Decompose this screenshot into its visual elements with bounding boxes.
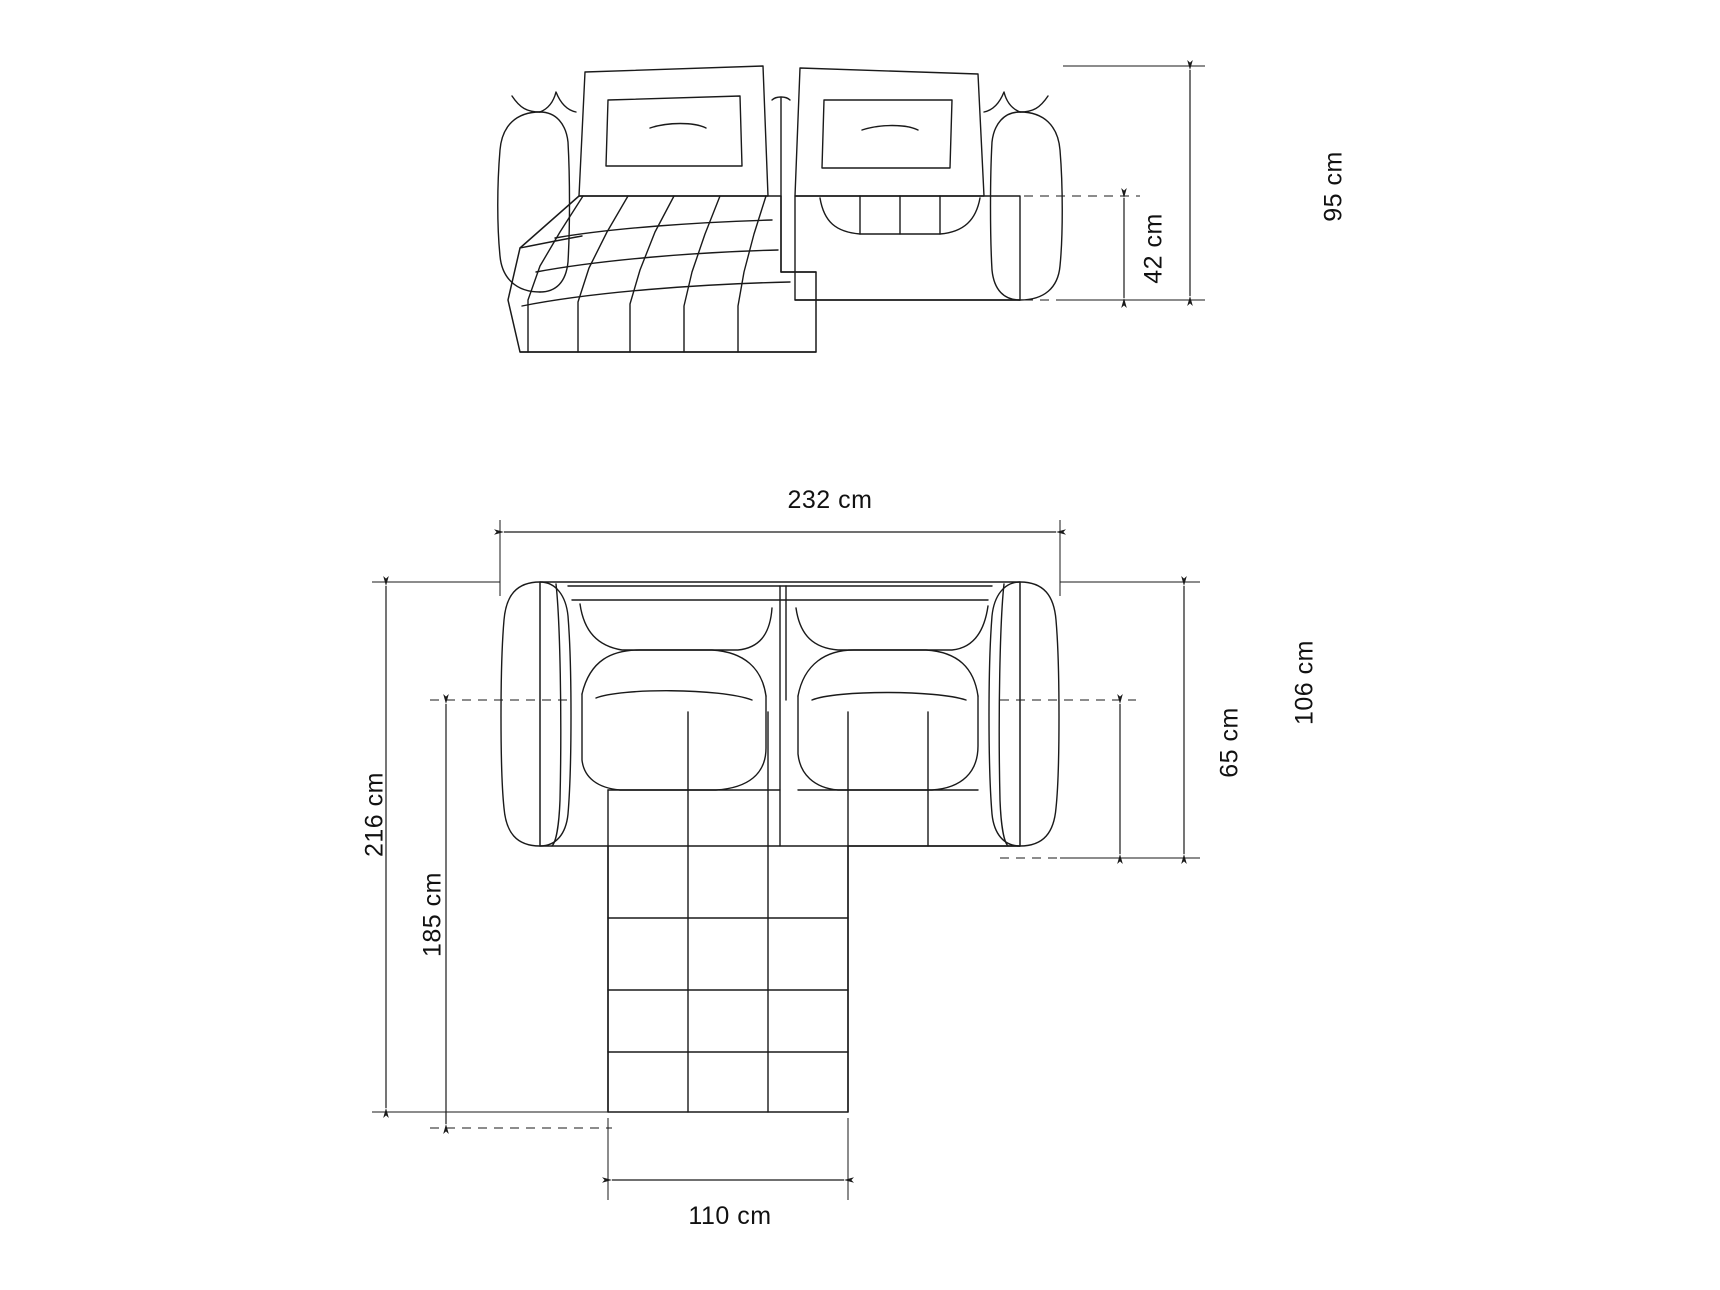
left-arm-outline (498, 112, 540, 292)
right-arm-inner (991, 112, 1021, 300)
chaise-grid-h1 (555, 220, 772, 238)
dim-label-185: 185 cm (418, 872, 447, 957)
right-back-cushion-crease (862, 126, 918, 131)
dim-label-216: 216 cm (360, 772, 389, 857)
top-right-seat-crease (812, 693, 966, 701)
right-back-cushion-inner (822, 100, 952, 168)
front-view-group (498, 66, 1063, 352)
left-back-cushion-inner (606, 96, 742, 166)
top-left-arm-fold (552, 584, 561, 846)
right-arm-top-flap-b (984, 92, 1020, 112)
chaise-grid-h2 (536, 250, 778, 272)
dim-label-65: 65 cm (1215, 707, 1244, 778)
top-right-seat-back (798, 650, 978, 696)
top-right-arm-fold (999, 584, 1008, 846)
chaise-grid-v3 (684, 196, 720, 352)
dim-label-106: 106 cm (1290, 640, 1319, 725)
chaise-grid-v0 (528, 196, 583, 352)
top-view-group (501, 582, 1059, 1112)
dim-label-42: 42 cm (1139, 213, 1168, 284)
left-arm-top-flap-a (512, 96, 540, 112)
right-arm-top-flap-a (1020, 96, 1048, 112)
left-arm-inner (540, 112, 570, 292)
front-view-dimensions (1008, 66, 1205, 300)
top-right-seat-cushion (798, 696, 978, 790)
top-left-seat-back (582, 650, 766, 696)
chaise-grid-v4 (738, 196, 766, 352)
chaise-grid-h3 (522, 282, 790, 306)
left-back-cushion-crease (650, 124, 706, 129)
right-arm-outline (1020, 112, 1062, 300)
top-right-back-cushion (796, 606, 988, 650)
dim-label-232: 232 cm (787, 486, 873, 514)
left-arm-top-flap-b (540, 92, 576, 112)
right-seat-block (795, 196, 1020, 300)
chaise-grid-v2 (630, 196, 674, 352)
chaise-grid-v1 (578, 196, 628, 352)
top-left-seat-cushion (582, 694, 766, 790)
dim-label-95: 95 cm (1319, 151, 1348, 222)
top-left-back-cushion (580, 604, 772, 650)
top-left-seat-crease (596, 691, 752, 700)
dim-label-110: 110 cm (688, 1202, 772, 1230)
